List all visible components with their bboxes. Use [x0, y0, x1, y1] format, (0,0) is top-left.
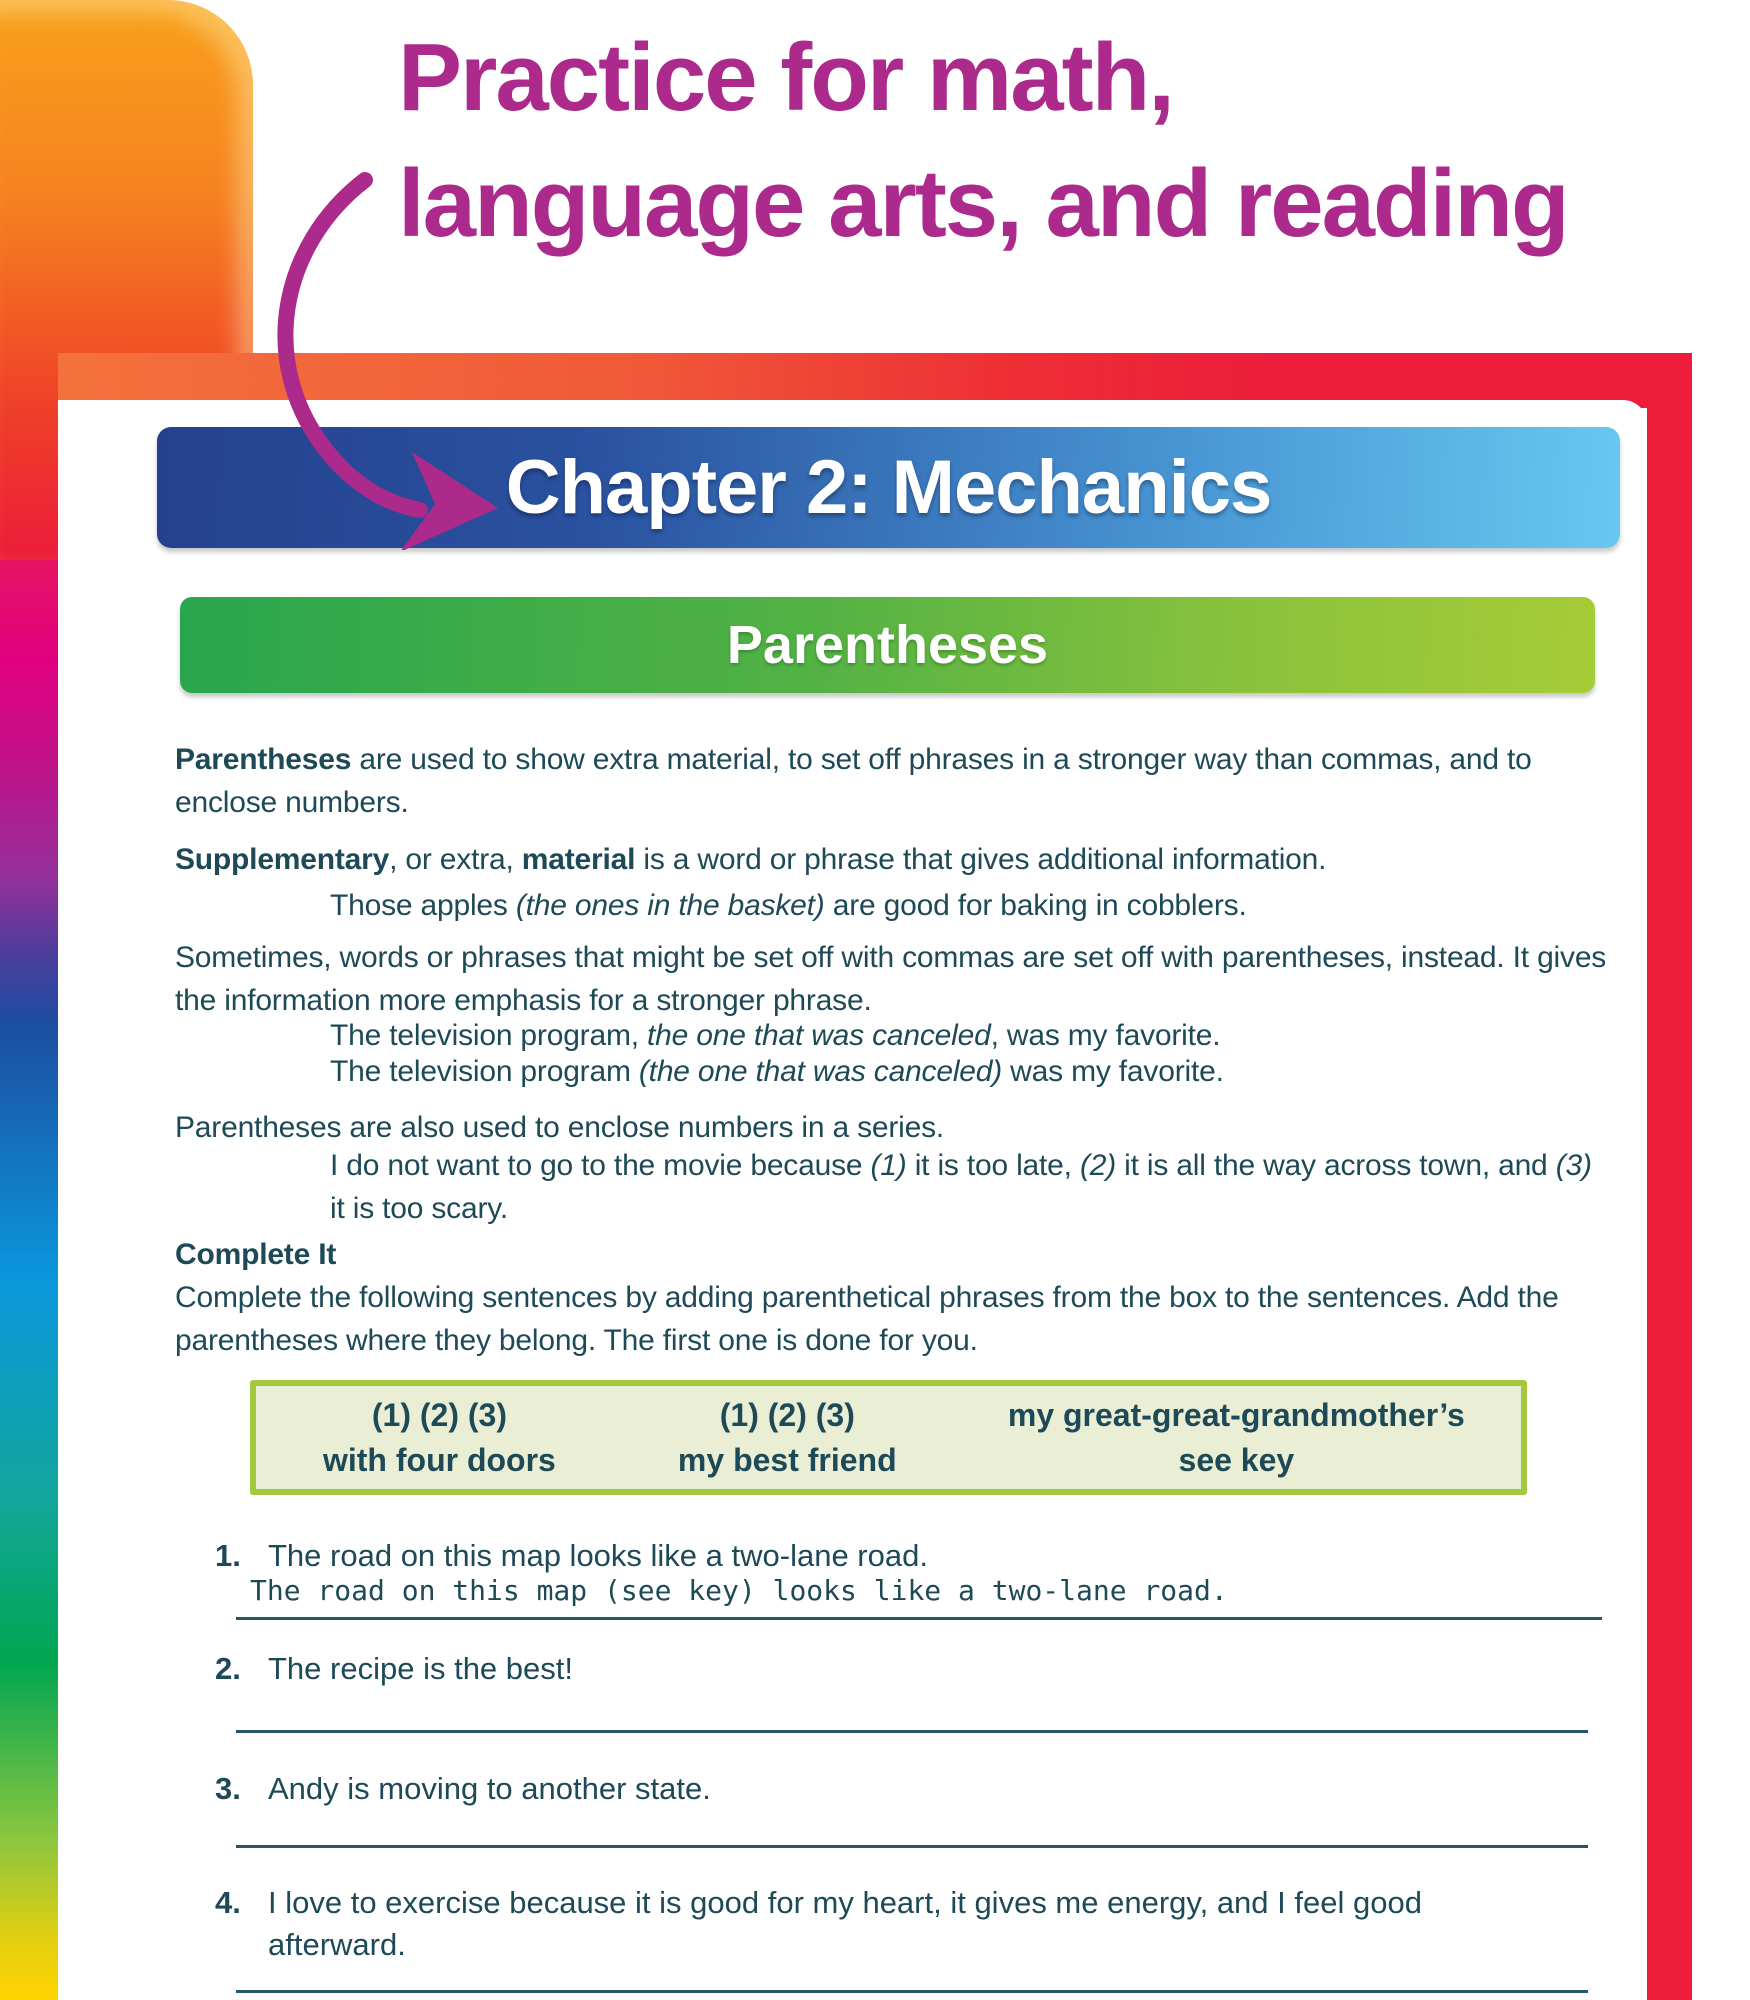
phrase-bank-item: (1) (2) (3) [719, 1396, 855, 1433]
question-text: The recipe is the best! [268, 1651, 573, 1686]
cover-right-edge [1647, 353, 1692, 2000]
example-apples: Those apples (the ones in the basket) are good for baking in cobblers. [330, 889, 1247, 922]
exercise-instructions: Complete the following sentences by adding parenthetical phrases from the box to the sentences. Add the parentheses where they belong. The first one is done for you. [175, 1281, 1559, 1357]
worksheet-page [58, 400, 1647, 2000]
question-number: 1. [215, 1538, 241, 1573]
question-text: Andy is moving to another state. [268, 1771, 711, 1806]
headline-line-1: Practice for math, [398, 24, 1173, 131]
question-number: 4. [215, 1885, 241, 1920]
phrase-bank-item: my great-great-grandmother’s [1007, 1396, 1465, 1433]
phrase-bank-column-1 [256, 1393, 623, 1483]
paragraph-parentheses-rule: Parentheses are used to show extra material, to set off phrases in a stronger way than commas, and to enclose numbers. [175, 743, 1532, 819]
complete-it-heading: Complete It [175, 1238, 337, 1271]
phrase-bank-box [250, 1380, 1527, 1495]
question-text: The road on this map looks like a two-lane road. [268, 1538, 928, 1573]
question-number: 3. [215, 1771, 241, 1806]
example-movie-series: I do not want to go to the movie because (1) it is too late, (2) it is all the way across town, and (3) it is too scary. [330, 1149, 1592, 1225]
question-number: 2. [215, 1651, 241, 1686]
phrase-bank-item: my best friend [677, 1441, 897, 1478]
answer-text-1: The road on this map (see key) looks like a two-lane road. [250, 1574, 1228, 1607]
headline-line-2: language arts, and reading [398, 150, 1568, 257]
paragraph-commas-rule: Sometimes, words or phrases that might be set off with commas are set off with parentheses, instead. It gives the information more emphasis for a stronger phrase. [175, 941, 1607, 1017]
question-text: I love to exercise because it is good for my heart, it gives me energy, and I feel good afterward. [268, 1885, 1422, 1962]
curved-arrow-icon [240, 150, 530, 550]
phrase-bank-item: (1) (2) (3) [371, 1396, 507, 1433]
answer-blank-1[interactable] [236, 1574, 1602, 1620]
answer-blank-4[interactable] [236, 1954, 1588, 1993]
question-2 [215, 1648, 573, 1690]
section-banner-label: Parentheses [726, 615, 1049, 675]
example-television-parentheses: The television program (the one that was canceled) was my favorite. [330, 1055, 1224, 1088]
example-television-commas: The television program, the one that was canceled, was my favorite. [330, 1019, 1221, 1052]
paragraph-supplementary-rule: Supplementary, or extra, material is a word or phrase that gives additional information. [175, 843, 1327, 876]
phrase-bank-item: see key [1178, 1441, 1295, 1478]
phrase-bank-item: with four doors [322, 1441, 556, 1478]
answer-blank-3[interactable] [236, 1809, 1588, 1848]
section-banner [180, 597, 1595, 693]
question-3 [215, 1768, 711, 1810]
chapter-banner-label: Chapter 2: Mechanics [505, 445, 1272, 530]
paragraph-series-rule: Parentheses are also used to enclose numbers in a series. [175, 1111, 945, 1144]
phrase-bank-column-3 [952, 1393, 1521, 1483]
question-1 [215, 1535, 928, 1577]
phrase-bank-column-2 [623, 1393, 952, 1483]
answer-blank-2[interactable] [236, 1694, 1588, 1733]
